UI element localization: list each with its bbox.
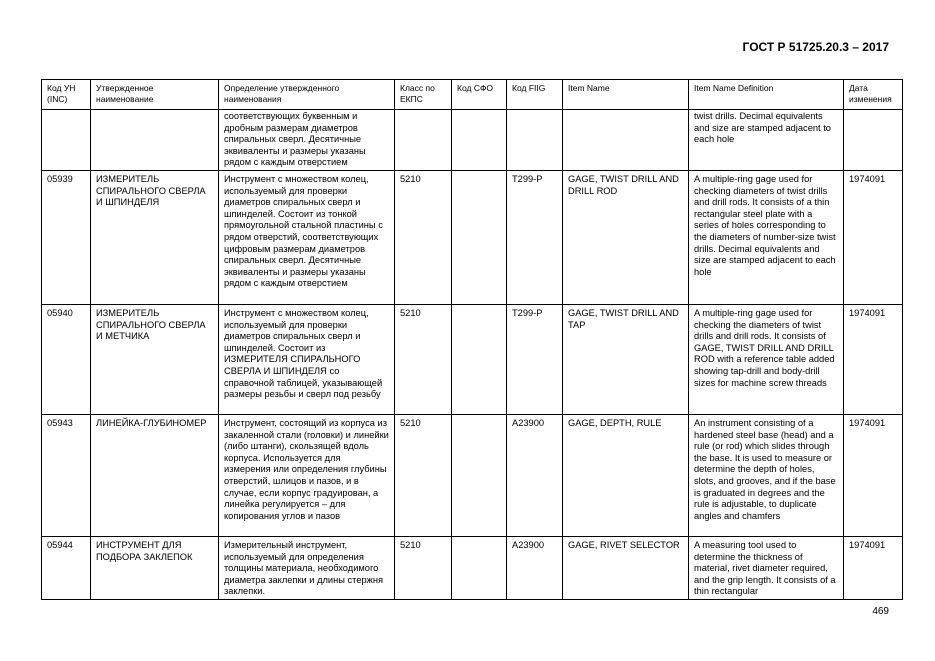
cell-approved-name: [91, 110, 219, 171]
cell-class: 5210: [395, 414, 452, 536]
cell-class: [395, 110, 452, 171]
table-header-row: [42, 80, 903, 110]
cell-inc: 05940: [42, 304, 91, 414]
cell-class: 5210: [395, 170, 452, 304]
column-header-approved-name: Утвержденное наименование: [91, 80, 219, 110]
cell-item-name: GAGE, RIVET SELECTOR: [563, 536, 689, 599]
cell-item-name: [563, 110, 689, 171]
document-standard-header: ГОСТ Р 51725.20.3 – 2017: [742, 40, 889, 54]
cell-item-name: GAGE, TWIST DRILL AND DRILL ROD: [563, 170, 689, 304]
column-header-definition-ru: Определение утвержденного наименования: [219, 80, 395, 110]
column-header-inc: Код УН (INC): [42, 80, 91, 110]
column-header-definition-en: Item Name Definition: [689, 80, 844, 110]
cell-definition-ru: соответствующих буквенным и дробным размерам диаметров спиральных сверл. Десятичные эквиваленты и размеры указаны рядом с каждым отверстием: [219, 110, 395, 171]
table-row: [42, 536, 903, 599]
cell-fiig: T299-P: [507, 170, 563, 304]
cell-sfo: [452, 414, 507, 536]
cell-sfo: [452, 536, 507, 599]
cell-date: [844, 110, 903, 171]
cell-class: 5210: [395, 304, 452, 414]
cell-date: 1974091: [844, 304, 903, 414]
cell-inc: 05943: [42, 414, 91, 536]
catalog-table: [41, 79, 903, 600]
cell-date: 1974091: [844, 536, 903, 599]
cell-sfo: [452, 170, 507, 304]
cell-definition-en: twist drills. Decimal equivalents and size are stamped adjacent to each hole: [689, 110, 844, 171]
cell-approved-name: ИЗМЕРИТЕЛЬ СПИРАЛЬНОГО СВЕРЛА И МЕТЧИКА: [91, 304, 219, 414]
column-header-item-name: Item Name: [563, 80, 689, 110]
cell-inc: 05944: [42, 536, 91, 599]
cell-inc: 05939: [42, 170, 91, 304]
cell-fiig: [507, 110, 563, 171]
cell-definition-en: A measuring tool used to determine the thickness of material, rivet diameter required, and the grip length. It consists of a thin rectangular: [689, 536, 844, 599]
cell-definition-en: A multiple-ring gage used for checking diameters of twist drills and drill rods. It consists of a thin rectangular steel plate with a series of holes corresponding to the diameters of number-size twist drills. Decimal equivalents and size are stamped adjacent to each hole: [689, 170, 844, 304]
column-header-fiig: Код FIIG: [507, 80, 563, 110]
column-header-sfo: Код СФО: [452, 80, 507, 110]
cell-inc: [42, 110, 91, 171]
cell-definition-ru: Инструмент с множеством колец, используемый для проверки диаметров спиральных сверл и шпинделей. Состоит из тонкой прямоугольной стальной пластины с рядом отверстий, соответствующих цифровым размерам диаметров спиральных сверл. Десятичные эквиваленты и размеры указаны рядом с каждым отверстием: [219, 170, 395, 304]
page-number: 469: [872, 606, 889, 617]
cell-item-name: GAGE, TWIST DRILL AND TAP: [563, 304, 689, 414]
cell-fiig: T299-P: [507, 304, 563, 414]
cell-item-name: GAGE, DEPTH, RULE: [563, 414, 689, 536]
cell-sfo: [452, 304, 507, 414]
table-row: [42, 170, 903, 304]
cell-definition-ru: Измерительный инструмент, используемый для определения толщины материала, необходимого диаметра заклепки и длины стержня заклепки.: [219, 536, 395, 599]
cell-definition-ru: Инструмент, состоящий из корпуса из закаленной стали (головки) и линейки (либо штанги), скользящей вдоль корпуса. Используется для измерения или определения глубины отверстий, шлицов и пазов, и в случае, если корпус градуирован, а линейка регулируется – для копирования углов и пазов: [219, 414, 395, 536]
cell-approved-name: ИНСТРУМЕНТ ДЛЯ ПОДБОРА ЗАКЛЕПОК: [91, 536, 219, 599]
table-row: [42, 304, 903, 414]
table-row: [42, 110, 903, 171]
cell-approved-name: ЛИНЕЙКА-ГЛУБИНОМЕР: [91, 414, 219, 536]
cell-fiig: A23900: [507, 414, 563, 536]
column-header-class: Класс по ЕКПС: [395, 80, 452, 110]
cell-date: 1974091: [844, 170, 903, 304]
column-header-date: Дата изменения: [844, 80, 903, 110]
cell-class: 5210: [395, 536, 452, 599]
cell-date: 1974091: [844, 414, 903, 536]
cell-sfo: [452, 110, 507, 171]
cell-definition-en: A multiple-ring gage used for checking the diameters of twist drills and drill rods. It consists of GAGE, TWIST DRILL AND DRILL ROD with a reference table added showing tap-drill and body-drill sizes for machine screw threads: [689, 304, 844, 414]
cell-fiig: A23900: [507, 536, 563, 599]
table-row: [42, 414, 903, 536]
cell-definition-en: An instrument consisting of a hardened steel base (head) and a rule (or rod) which slides through the base. It is used to measure or determine the depth of holes, slots, and grooves, and if the base is graduated in degrees and the rule is adjustable, to duplicate angles and chamfers: [689, 414, 844, 536]
cell-approved-name: ИЗМЕРИТЕЛЬ СПИРАЛЬНОГО СВЕРЛА И ШПИНДЕЛЯ: [91, 170, 219, 304]
cell-definition-ru: Инструмент с множеством колец, используемый для проверки диаметров спиральных сверл и шпинделей. Состоит из ИЗМЕРИТЕЛЯ СПИРАЛЬНОГО СВЕРЛА И ШПИНДЕЛЯ со справочной таблицей, указывающей размеры резьбы и сверл под резьбу: [219, 304, 395, 414]
